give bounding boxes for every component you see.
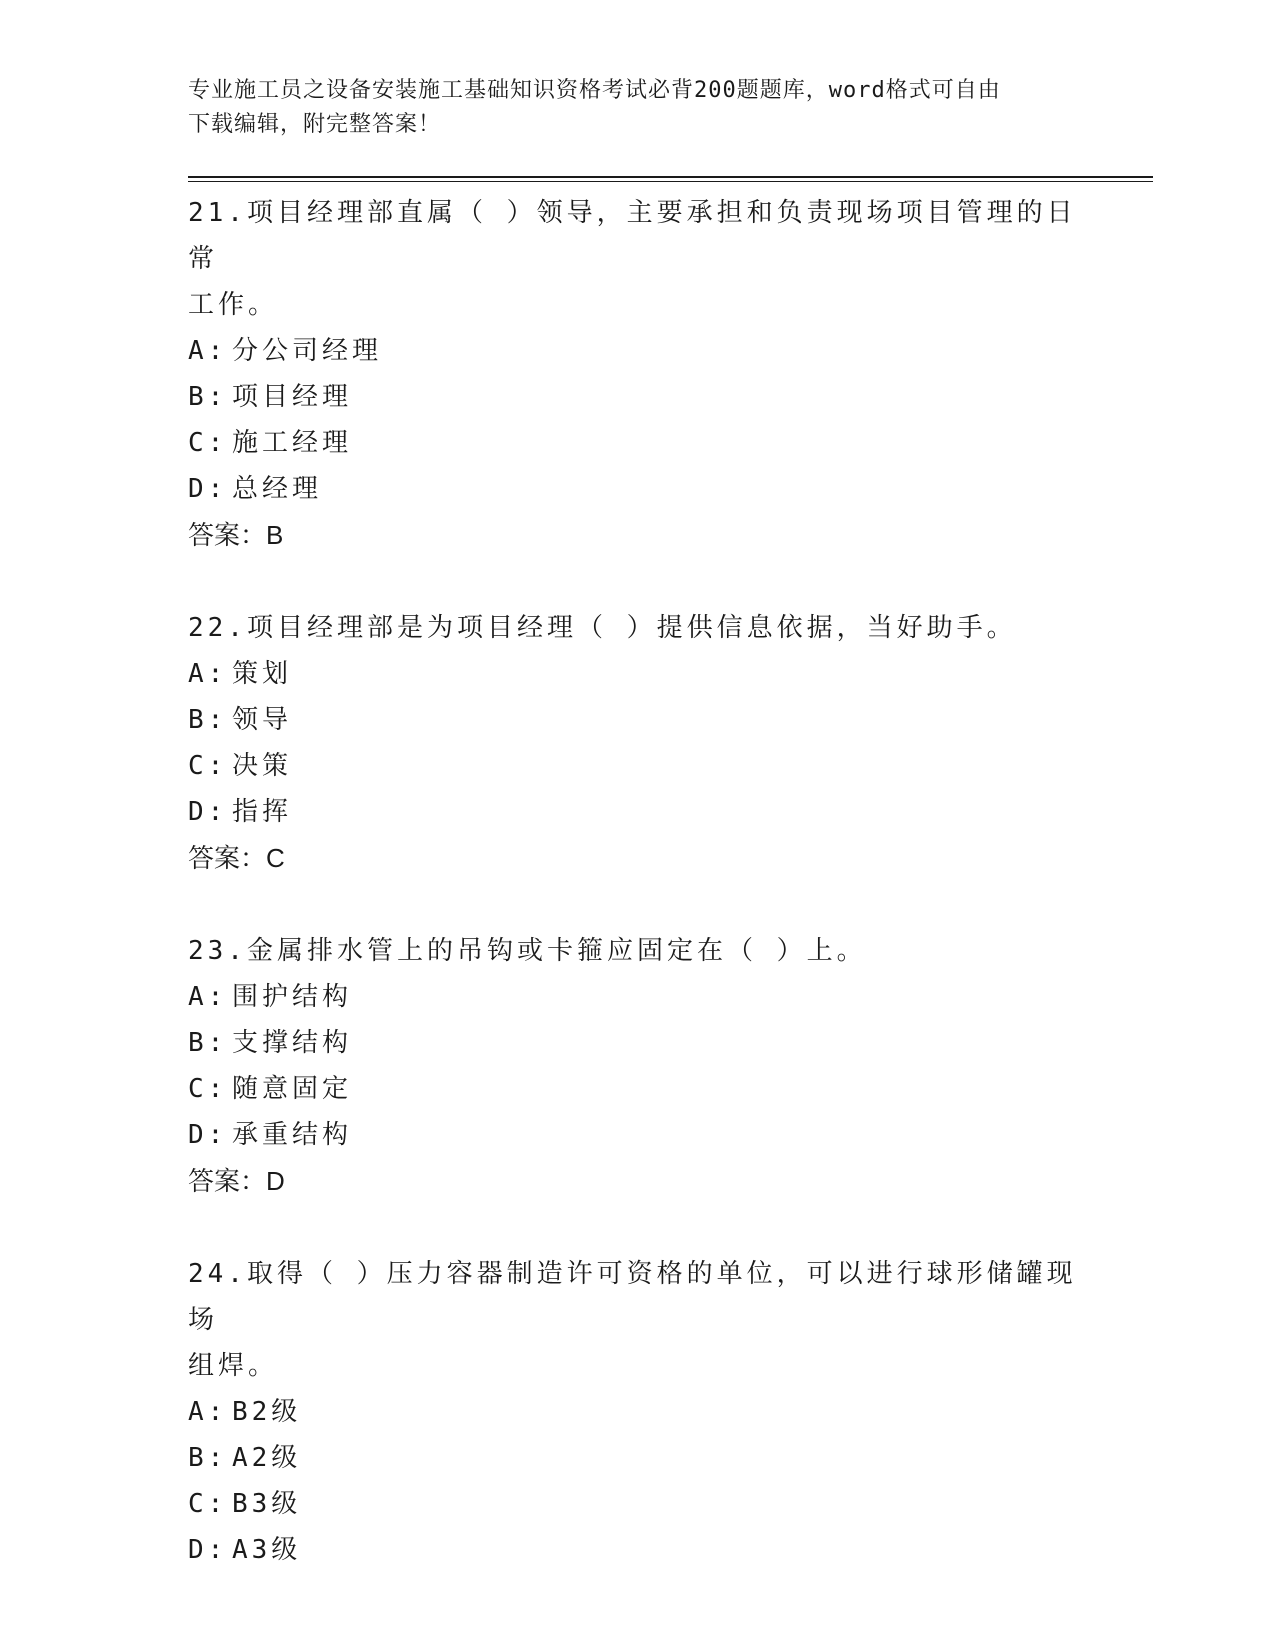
option-letter: B:: [188, 705, 228, 735]
option-letter: C:: [188, 751, 228, 781]
option-text: B3级: [232, 1489, 302, 1519]
question-stem-line: 工作。: [188, 290, 279, 320]
option-c: [188, 420, 1088, 466]
option-text: 策划: [232, 659, 293, 689]
option-a: [188, 1389, 1088, 1435]
option-d: [188, 789, 1088, 835]
option-d: [188, 1527, 1088, 1573]
option-letter: A:: [188, 336, 228, 366]
question-stem-line: 24.取得（ ）压力容器制造许可资格的单位，可以进行球形储罐现场: [188, 1259, 1077, 1335]
option-letter: B:: [188, 382, 228, 412]
option-letter: D:: [188, 474, 228, 504]
option-letter: C:: [188, 1489, 228, 1519]
question-item: [188, 1251, 1088, 1573]
option-letter: D:: [188, 1120, 228, 1150]
option-letter: A:: [188, 659, 228, 689]
option-letter: B:: [188, 1028, 228, 1058]
option-c: [188, 743, 1088, 789]
question-stem-line: 23.金属排水管上的吊钩或卡箍应固定在（ ）上。: [188, 936, 867, 966]
question-stem-line: 22.项目经理部是为项目经理（ ）提供信息依据，当好助手。: [188, 613, 1017, 643]
option-text: 分公司经理: [232, 336, 383, 366]
option-a: [188, 651, 1088, 697]
option-b: [188, 1435, 1088, 1481]
option-text: B2级: [232, 1397, 302, 1427]
option-a: [188, 328, 1088, 374]
option-b: [188, 697, 1088, 743]
header-line-2: 下载编辑，附完整答案！: [188, 112, 442, 137]
option-text: 承重结构: [232, 1120, 353, 1150]
answer-line: 答案：B: [188, 520, 284, 550]
option-text: A3级: [232, 1535, 302, 1565]
question-item: [188, 928, 1088, 1204]
header-divider-top: [188, 176, 1153, 178]
option-c: [188, 1066, 1088, 1112]
option-letter: D:: [188, 1535, 228, 1565]
header-divider-bottom: [188, 181, 1153, 182]
answer-line: 答案：C: [188, 843, 285, 873]
option-b: [188, 374, 1088, 420]
option-letter: C:: [188, 1074, 228, 1104]
question-list: [188, 190, 1088, 1620]
question-stem: [188, 1251, 1088, 1389]
question-stem-line: 组焊。: [188, 1351, 279, 1381]
question-stem: [188, 190, 1088, 328]
option-letter: A:: [188, 1397, 228, 1427]
option-text: 随意固定: [232, 1074, 353, 1104]
option-text: 支撑结构: [232, 1028, 353, 1058]
option-text: 领导: [232, 705, 293, 735]
question-stem: [188, 928, 1088, 974]
question-item: [188, 190, 1088, 558]
option-text: 项目经理: [232, 382, 353, 412]
option-text: 围护结构: [232, 982, 353, 1012]
option-d: [188, 1112, 1088, 1158]
option-text: 决策: [232, 751, 293, 781]
option-c: [188, 1481, 1088, 1527]
option-text: A2级: [232, 1443, 302, 1473]
option-letter: D:: [188, 797, 228, 827]
option-text: 指挥: [232, 797, 293, 827]
option-letter: B:: [188, 1443, 228, 1473]
option-text: 施工经理: [232, 428, 353, 458]
answer-line: 答案：D: [188, 1166, 285, 1196]
option-d: [188, 466, 1088, 512]
option-letter: A:: [188, 982, 228, 1012]
question-stem-line: 21.项目经理部直属（ ）领导，主要承担和负责现场项目管理的日常: [188, 198, 1077, 274]
option-a: [188, 974, 1088, 1020]
option-b: [188, 1020, 1088, 1066]
option-letter: C:: [188, 428, 228, 458]
question-stem: [188, 605, 1088, 651]
document-header: [188, 74, 1088, 142]
header-line-1: 专业施工员之设备安装施工基础知识资格考试必背200题题库，word格式可自由: [188, 78, 1001, 103]
option-text: 总经理: [232, 474, 323, 504]
question-item: [188, 605, 1088, 881]
